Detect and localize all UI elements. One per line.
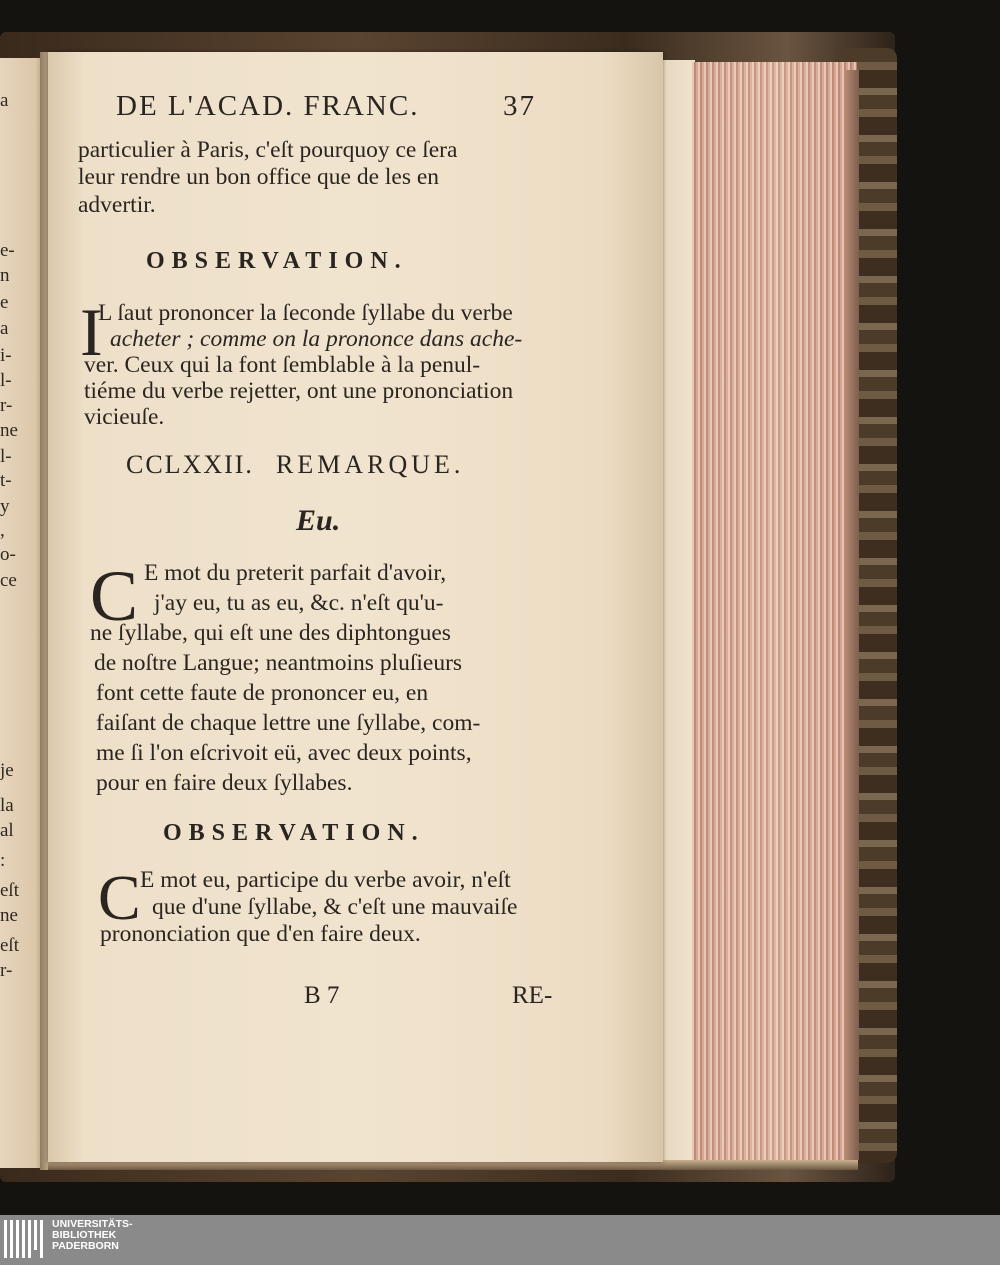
- previous-page-fragment: :: [0, 850, 6, 871]
- page-block-edges: [692, 62, 857, 1164]
- previous-page-fragment: i-: [0, 345, 12, 366]
- previous-page-fragment: ne: [0, 420, 18, 441]
- text-line: j'ay eu, tu as eu, &c. n'eſt qu'u-: [154, 590, 444, 616]
- text-line: tiéme du verbe rejetter, ont une prononciation: [84, 378, 514, 404]
- text-line: de noſtre Langue; neantmoins pluſieurs: [94, 650, 463, 676]
- remarque-number: CCLXXII.: [126, 450, 254, 479]
- text-line: particulier à Paris, c'eſt pourquoy ce ſera: [78, 137, 458, 163]
- previous-page-fragment: je: [0, 760, 14, 781]
- previous-page-fragment: r-: [0, 395, 13, 416]
- drop-cap: C: [98, 862, 141, 933]
- previous-page-fragment: y: [0, 496, 10, 517]
- page-block-shadow: [845, 70, 859, 1160]
- library-footer: [0, 1215, 1000, 1265]
- text-line: prononciation que d'en faire deux.: [100, 921, 421, 947]
- previous-page-fragment: a: [0, 90, 9, 111]
- previous-page-fragment: ce: [0, 570, 17, 591]
- previous-page-fragment: la: [0, 795, 14, 816]
- text-line: acheter ; comme on la prononce dans ache-: [110, 326, 523, 352]
- drop-cap: C: [90, 556, 139, 636]
- drop-cap: I: [80, 294, 103, 370]
- running-title: DE L'ACAD. FRANC.: [116, 90, 420, 122]
- text-line: leur rendre un bon office que de les en: [78, 164, 440, 190]
- previous-page-fragment: r-: [0, 960, 13, 981]
- previous-page-fragment: e: [0, 292, 9, 313]
- text-line: E mot du preterit parfait d'avoir,: [144, 560, 447, 586]
- previous-page-fragment: l-: [0, 446, 12, 467]
- text-line: advertir.: [78, 192, 156, 218]
- library-name-line: BIBLIOTHEK: [52, 1229, 117, 1241]
- remarque-subject: Eu.: [296, 504, 341, 537]
- previous-page-fragment: l-: [0, 370, 12, 391]
- library-name-line: UNIVERSITÄTS-: [52, 1218, 133, 1230]
- previous-page-fragment: ne: [0, 905, 18, 926]
- previous-page-fragment: eſt: [0, 935, 19, 956]
- text-line: vicieuſe.: [84, 404, 165, 430]
- page-number: 37: [503, 90, 536, 122]
- text-line: que d'une ſyllabe, & c'eſt une mauvaiſe: [152, 894, 518, 920]
- previous-page-fragment: a: [0, 318, 9, 339]
- previous-page-fragment: eſt: [0, 880, 19, 901]
- previous-page-fragment: n: [0, 265, 10, 286]
- remarque-title: REMARQUE.: [276, 450, 465, 479]
- text-line: ver. Ceux qui la font ſemblable à la penul-: [84, 352, 481, 378]
- library-name-line: PADERBORN: [52, 1240, 119, 1252]
- signature-mark: B 7: [304, 982, 340, 1009]
- previous-page-fragment: al: [0, 820, 14, 841]
- text-line: ne ſyllabe, qui eſt une des diphtongues: [90, 620, 451, 646]
- text-line: font cette faute de prononcer eu, en: [96, 680, 429, 706]
- previous-page-fragment: ,: [0, 520, 5, 541]
- previous-page-fragment: o-: [0, 544, 16, 565]
- text-line: pour en faire deux ſyllabes.: [96, 770, 353, 796]
- text-line: faiſant de chaque lettre une ſyllabe, com-: [96, 710, 481, 736]
- previous-page-fragment: t-: [0, 470, 12, 491]
- catchword: RE-: [512, 982, 553, 1009]
- book-page: [48, 52, 663, 1162]
- library-logo-icon: [4, 1220, 46, 1258]
- previous-page-edge: [0, 58, 44, 1168]
- text-line: L ſaut prononcer la ſeconde ſyllabe du verbe: [98, 300, 513, 326]
- library-name: [52, 1219, 133, 1252]
- text-line: me ſi l'on eſcrivoit eü, avec deux points,: [96, 740, 472, 766]
- observation-heading: OBSERVATION.: [146, 248, 408, 274]
- observation-heading: OBSERVATION.: [163, 820, 425, 846]
- previous-page-fragment: e-: [0, 240, 15, 261]
- text-line: E mot eu, participe du verbe avoir, n'eſt: [140, 867, 511, 893]
